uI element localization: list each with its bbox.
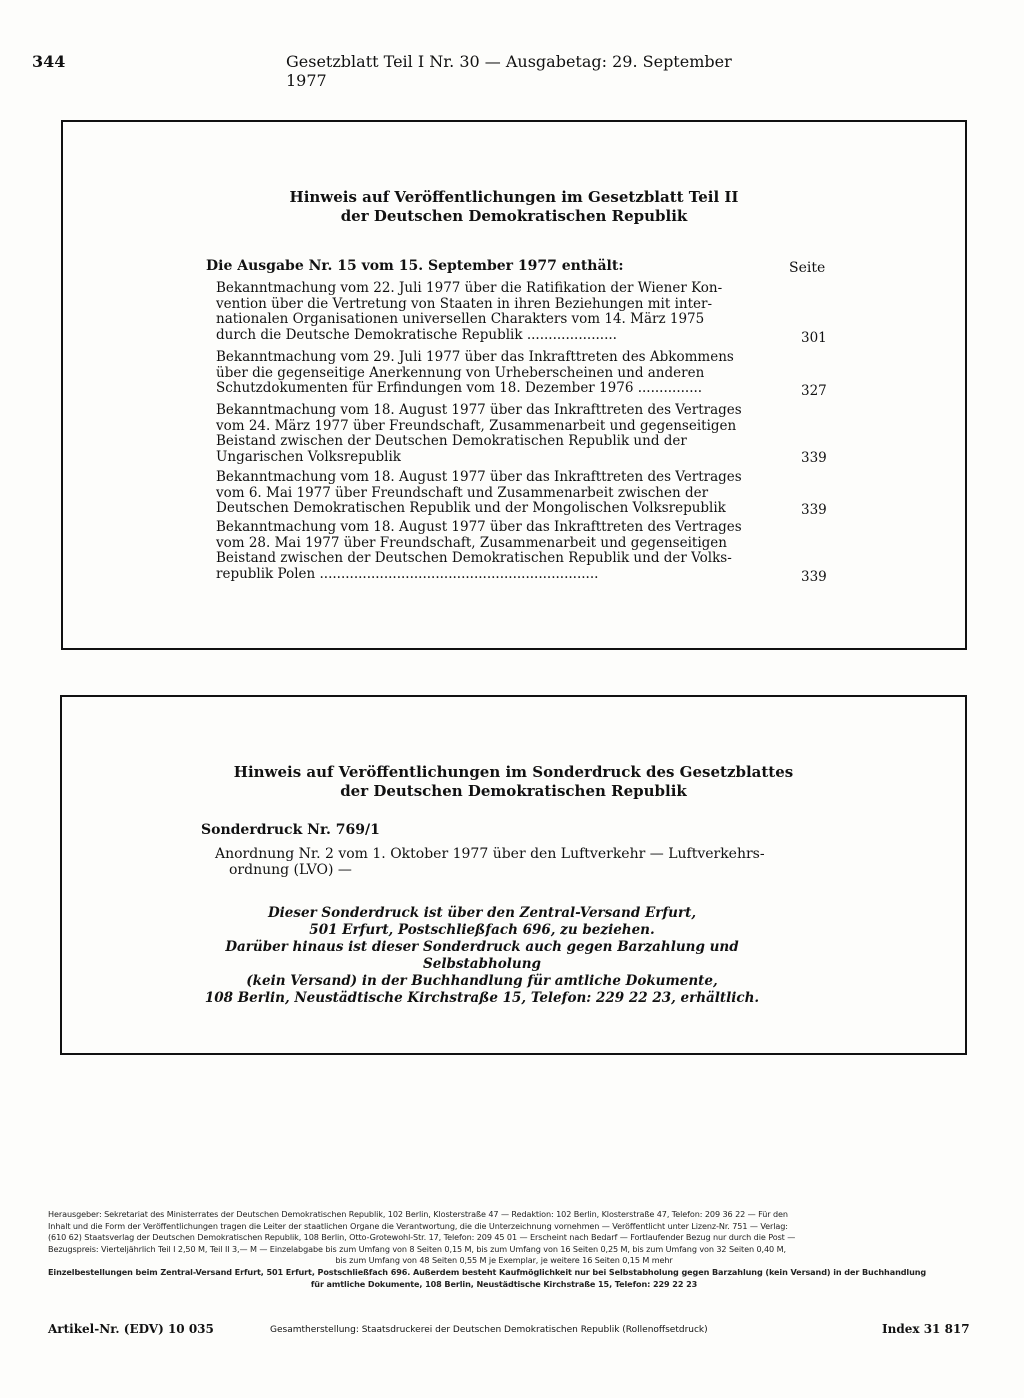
sonderdruck-notice-box (60, 695, 967, 1055)
distribution-notice: Dieser Sonderdruck ist über den Zentral-Versand Erfurt, 501 Erfurt, Postschließfach 696, zu beziehen. Darüber hinaus ist dieser Sonderdruck auch gegen Barzahlung und Selbstabholung (kein Versand) in der Buchhandlung für amtliche Dokumente, 108 Berlin, Neustädtische Kirchstraße 15, Telefon: 229 22 23, erhältlich. (204, 905, 760, 1006)
index-number: Index 31 817 (882, 1322, 970, 1336)
section-title-line-2: der Deutschen Demokratischen Republik (340, 782, 687, 800)
gesetzblatt-teil-ii-notice-box (61, 120, 967, 650)
entry-page-number: 339 (801, 569, 827, 585)
list-item: Bekanntmachung vom 29. Juli 1977 über das Inkrafttreten des Abkommens über die gegenseitige Anerkennung von Urheberscheinen und anderen Schutzdokumenten für Erfindungen vom 18. Dezember 1976 ............... (216, 349, 734, 397)
list-item: Bekanntmachung vom 18. August 1977 über das Inkrafttreten des Vertrages vom 28. Mai 1977 über Freundschaft, Zusammenarbeit und gegenseitigen Beistand zwischen der Deutschen Demokratischen Republik und der Volks- republik Polen ................................................................. (216, 519, 742, 583)
entry-page-number: 339 (801, 502, 827, 518)
printer-note: Gesamtherstellung: Staatsdruckerei der Deutschen Demokratischen Republik (Rollenoffsetdruck) (270, 1325, 708, 1335)
page-number: 344 (32, 52, 66, 71)
list-item: Bekanntmachung vom 18. August 1977 über das Inkrafttreten des Vertrages vom 24. März 1977 über Freundschaft, Zusammenarbeit und gegenseitigen Beistand zwischen der Deutschen Demokratischen Republik und der Ungarischen Volksrepublik (216, 402, 742, 466)
section-title-line-2: der Deutschen Demokratischen Republik (340, 207, 688, 225)
entry-page-number: 301 (801, 330, 827, 346)
sonderdruck-description: Anordnung Nr. 2 vom 1. Oktober 1977 über den Luftverkehr — Luftverkehrs- ordnung (LVO) — (215, 846, 765, 878)
article-number: Artikel-Nr. (EDV) 10 035 (48, 1322, 214, 1336)
entry-page-number: 327 (801, 383, 827, 399)
page-header (32, 48, 772, 90)
sonderdruck-heading: Sonderdruck Nr. 769/1 (201, 822, 380, 838)
running-title: Gesetzblatt Teil I Nr. 30 — Ausgabetag: 29. September 1977 (286, 52, 732, 90)
issue-heading: Die Ausgabe Nr. 15 vom 15. September 1977 enthält: (206, 258, 624, 274)
list-item: Bekanntmachung vom 18. August 1977 über das Inkrafttreten des Vertrages vom 6. Mai 1977 über Freundschaft und Zusammenarbeit zwischen der Deutschen Demokratischen Republik und der Mongolischen Volksrepublik (216, 469, 742, 517)
page-column-label: Seite (789, 260, 826, 276)
section-title-line-1: Hinweis auf Veröffentlichungen im Gesetzblatt Teil II (289, 188, 739, 206)
entry-page-number: 339 (801, 450, 827, 466)
list-item: Bekanntmachung vom 22. Juli 1977 über die Ratifikation der Wiener Kon- vention über die Vertretung von Staaten in ihren Beziehungen mit inter- nationalen Organisationen universellen Charakters vom 14. März 1975 durch die Deutsche Demokratische Republik ..................... (216, 280, 723, 344)
imprint: Herausgeber: Sekretariat des Ministerrates der Deutschen Demokratischen Republik, 102 Berlin, Klosterstraße 47 — Redaktion: 102 Berlin, Klosterstraße 47, Telefon: 209 36 22 — Für den Inhalt und die Form der Veröffentlichungen tragen die Leiter der staatlichen Organe die Verantwortung, die die Unterzeichnung vornehmen — Veröffentlicht unter Lizenz-Nr. 751 — Verlag: (610 62) Staatsverlag der Deutschen Demokratischen Republik, 108 Berlin, Otto-Grotewohl-Str. 17, Telefon: 209 45 01 — Erscheint nach Bedarf — Fortlaufender Bezug nur durch die Post — Bezugspreis: Vierteljährlich Teil I 2,50 M, Teil II 3,— M — Einzelabgabe bis zum Umfang von 8 Seiten 0,15 M, bis zum Umfang von 16 Seiten 0,25 M, bis zum Umfang von 32 Seiten 0,40 M, bis zum Umfang von 48 Seiten 0,55 M je Exemplar, je weitere 16 Seiten 0,15 M mehr Einzelbestellungen beim Zentral-Versand Erfurt, 501 Erfurt, Postschließfach 696. Außerdem besteht Kaufmöglichkeit nur bei Selbstabholung gegen Barzahlung (kein Versand) in der Buchhandlung für amtliche Dokumente, 108 Berlin, Neustädtische Kirchstraße 15, Telefon: 229 22 23 (48, 1209, 927, 1289)
section-title-line-1: Hinweis auf Veröffentlichungen im Sonderdruck des Gesetzblattes (233, 763, 794, 781)
